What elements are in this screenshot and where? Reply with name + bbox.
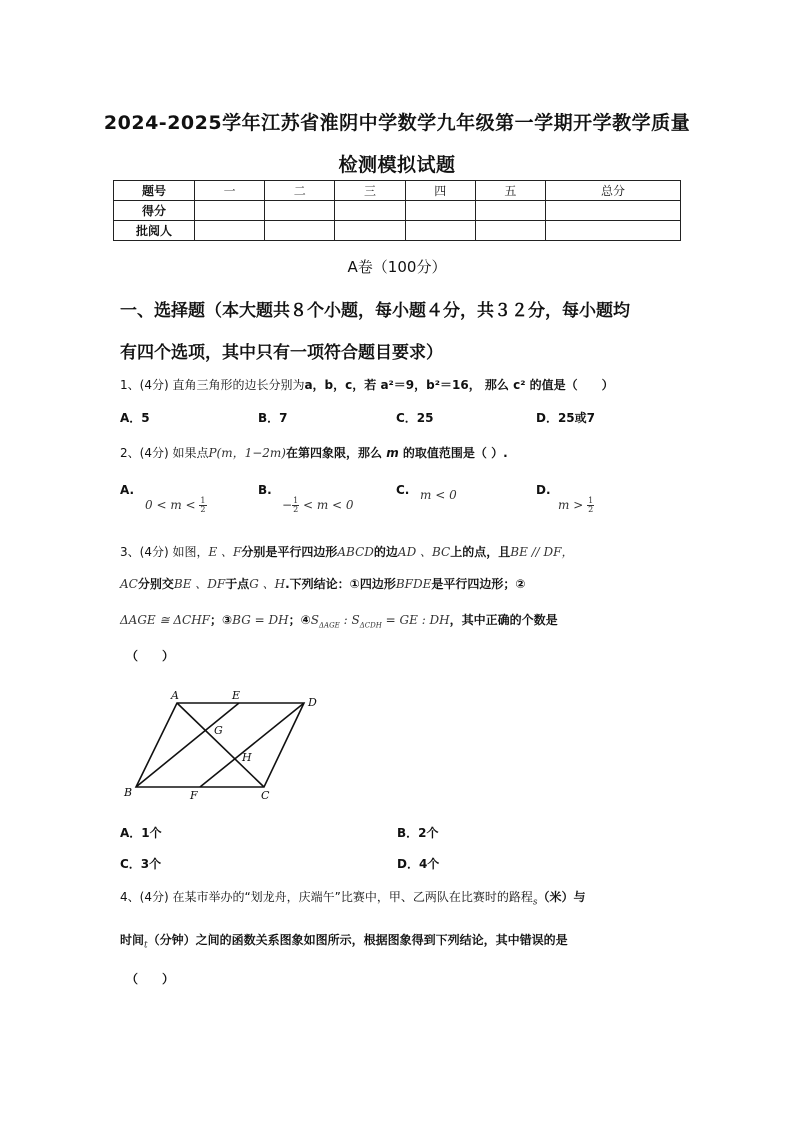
- score-cell[interactable]: [405, 221, 475, 241]
- question-3-line1: [120, 543, 574, 560]
- q1-option-d[interactable]: D．25或7: [536, 411, 596, 425]
- q4-math: t: [144, 940, 148, 951]
- question-3-answer-blank: （ ）: [126, 649, 175, 663]
- label-f: F: [190, 789, 198, 802]
- score-table-header-cell: 五: [475, 181, 545, 201]
- q1-vars: a，b，c，若: [304, 378, 377, 392]
- q2-option-b-letter[interactable]: B.: [258, 483, 272, 497]
- label-e: E: [232, 689, 241, 702]
- fraction-den: 2: [200, 505, 206, 514]
- q3-math: ΔAGE ≅ ΔCHF: [120, 613, 210, 627]
- q4-text: （分钟）之间的函数关系图象如图所示，根据图象得到下列结论，其中错误的是: [147, 933, 568, 947]
- segment-be: [136, 703, 239, 787]
- q3-math: BFDE: [395, 577, 432, 591]
- score-table-row: [114, 221, 681, 241]
- volume-label: A卷（100分）: [347, 258, 447, 276]
- q2-option-a[interactable]: [145, 497, 207, 514]
- question-4-line2: [120, 931, 568, 950]
- score-table-row: [114, 201, 681, 221]
- q3-math: S: [310, 613, 319, 627]
- q3-math: BG = DH: [232, 613, 289, 627]
- label-g: G: [214, 724, 223, 737]
- q2-option-b-minus: −: [282, 498, 293, 512]
- score-table-header-cell: 一: [195, 181, 265, 201]
- question-4-answer-blank: （ ）: [126, 972, 175, 986]
- score-cell[interactable]: [335, 201, 405, 221]
- q3-text: ；④: [288, 613, 311, 627]
- score-cell[interactable]: [546, 221, 681, 241]
- score-table: [113, 180, 681, 241]
- score-table-header-cell: 三: [335, 181, 405, 201]
- label-b: B: [124, 786, 133, 799]
- q2-option-a-text: 0 < m <: [145, 498, 196, 512]
- q1-option-c[interactable]: C．25: [396, 411, 434, 425]
- q3-text: 分别交: [137, 577, 174, 591]
- q2-option-d[interactable]: [558, 497, 594, 514]
- score-cell[interactable]: [335, 221, 405, 241]
- score-table-row-label: 得分: [114, 201, 195, 221]
- section-heading-line2: 有四个选项，其中只有一项符合题目要求）: [120, 343, 443, 363]
- q3-text: 是平行四边形；②: [431, 577, 526, 591]
- q1-option-a[interactable]: A．5: [120, 411, 150, 425]
- q4-math: s: [532, 897, 538, 908]
- q3-subscript: ΔAGE: [318, 621, 340, 630]
- q2-prefix: 2、(4分) 如果点: [120, 446, 209, 460]
- fraction-num: 1: [293, 496, 299, 505]
- q1-cond2: b²＝16，: [426, 378, 481, 392]
- q2-suffix: 在第四象限，那么: [285, 446, 382, 460]
- fraction-den: 2: [588, 505, 594, 514]
- q2-option-b[interactable]: [282, 497, 354, 514]
- question-1: [120, 376, 614, 393]
- fraction-num: 1: [588, 496, 594, 505]
- q2-option-c-letter[interactable]: C.: [396, 483, 410, 497]
- q1-suffix: 那么 c² 的值是（ ）: [484, 378, 614, 392]
- score-table-header-cell: 题号: [114, 181, 195, 201]
- q3-subscript: ΔCDH: [359, 621, 382, 630]
- q4-text: 时间: [120, 933, 145, 947]
- label-h: H: [242, 751, 252, 764]
- q3-math: AC: [120, 577, 138, 591]
- score-table-row-label: 批阅人: [114, 221, 195, 241]
- score-cell[interactable]: [265, 221, 335, 241]
- score-cell[interactable]: [405, 201, 475, 221]
- q2-option-b-text: < m < 0: [302, 498, 354, 512]
- score-cell[interactable]: [546, 201, 681, 221]
- fraction-den: 2: [293, 505, 299, 514]
- q2-var: m: [386, 446, 399, 460]
- q3-text: 于点: [225, 577, 250, 591]
- q2-option-d-letter[interactable]: D.: [536, 483, 551, 497]
- score-cell[interactable]: [475, 221, 545, 241]
- score-table-header-cell: 四: [405, 181, 475, 201]
- question-3-line3: [120, 611, 558, 629]
- score-table-header-cell: 二: [265, 181, 335, 201]
- q3-option-a[interactable]: A．1个: [120, 826, 162, 840]
- score-table-header-cell: 总分: [546, 181, 681, 201]
- q3-text: 3、(4分) 如图，: [120, 545, 209, 559]
- label-a: A: [171, 689, 179, 702]
- exam-title-line2: 检测模拟试题: [338, 154, 456, 176]
- q3-option-b[interactable]: B．2个: [397, 826, 439, 840]
- q1-cond1: a²＝9，: [380, 378, 427, 392]
- fraction-num: 1: [200, 496, 206, 505]
- q2-option-c[interactable]: m < 0: [420, 488, 457, 502]
- q4-text: （米）与: [537, 890, 586, 904]
- q3-text: .下列结论：①四边形: [285, 577, 396, 591]
- q3-math: : S: [339, 613, 360, 627]
- score-cell[interactable]: [475, 201, 545, 221]
- fraction: [199, 497, 206, 514]
- q2-point: P(m，1−2m): [208, 446, 286, 460]
- q3-text: 上的点，且: [450, 545, 511, 559]
- question-4-line1: [120, 888, 586, 907]
- q3-text: ；③: [210, 613, 233, 627]
- q3-math: ABCD: [337, 545, 374, 559]
- fraction: [587, 497, 594, 514]
- q2-suffix2: 的取值范围是（ ）.: [402, 446, 508, 460]
- label-d: D: [308, 696, 317, 709]
- score-cell[interactable]: [195, 221, 265, 241]
- question-2: [120, 444, 508, 461]
- score-cell[interactable]: [265, 201, 335, 221]
- score-cell[interactable]: [195, 201, 265, 221]
- q3-option-c[interactable]: C．3个: [120, 857, 162, 871]
- score-table-header-row: [114, 181, 681, 201]
- q4-text: 4、(4分) 在某市举办的“划龙舟，庆端午”比赛中，甲、乙两队在比赛时的路程: [120, 890, 533, 904]
- q3-math: BE // DF，: [510, 545, 574, 559]
- fraction: [292, 497, 299, 514]
- q3-math: = GE : DH: [381, 613, 450, 627]
- question-3-line2: [120, 575, 526, 592]
- q3-option-d[interactable]: D．4个: [397, 857, 440, 871]
- q3-math: G 、H: [249, 577, 286, 591]
- q3-math: AD 、BC: [397, 545, 451, 559]
- parallelogram-figure: [118, 684, 328, 802]
- q3-math: E 、F: [208, 545, 242, 559]
- section-heading-line1: 一、选择题（本大题共８个小题，每小题４分，共３２分，每小题均: [120, 301, 630, 321]
- q3-text: 的边: [373, 545, 398, 559]
- q2-option-d-text: m >: [558, 498, 584, 512]
- exam-title-line1: 2024-2025学年江苏省淮阴中学数学九年级第一学期开学教学质量: [103, 112, 691, 134]
- label-c: C: [261, 789, 270, 802]
- q2-option-a-letter[interactable]: A.: [120, 483, 135, 497]
- q3-math: BE 、DF: [173, 577, 226, 591]
- q1-prefix: 1、(4分) 直角三角形的边长分别为: [120, 378, 305, 392]
- q3-text: 分别是平行四边形: [241, 545, 338, 559]
- q1-option-b[interactable]: B．7: [258, 411, 288, 425]
- q3-text: ，其中正确的个数是: [449, 613, 558, 627]
